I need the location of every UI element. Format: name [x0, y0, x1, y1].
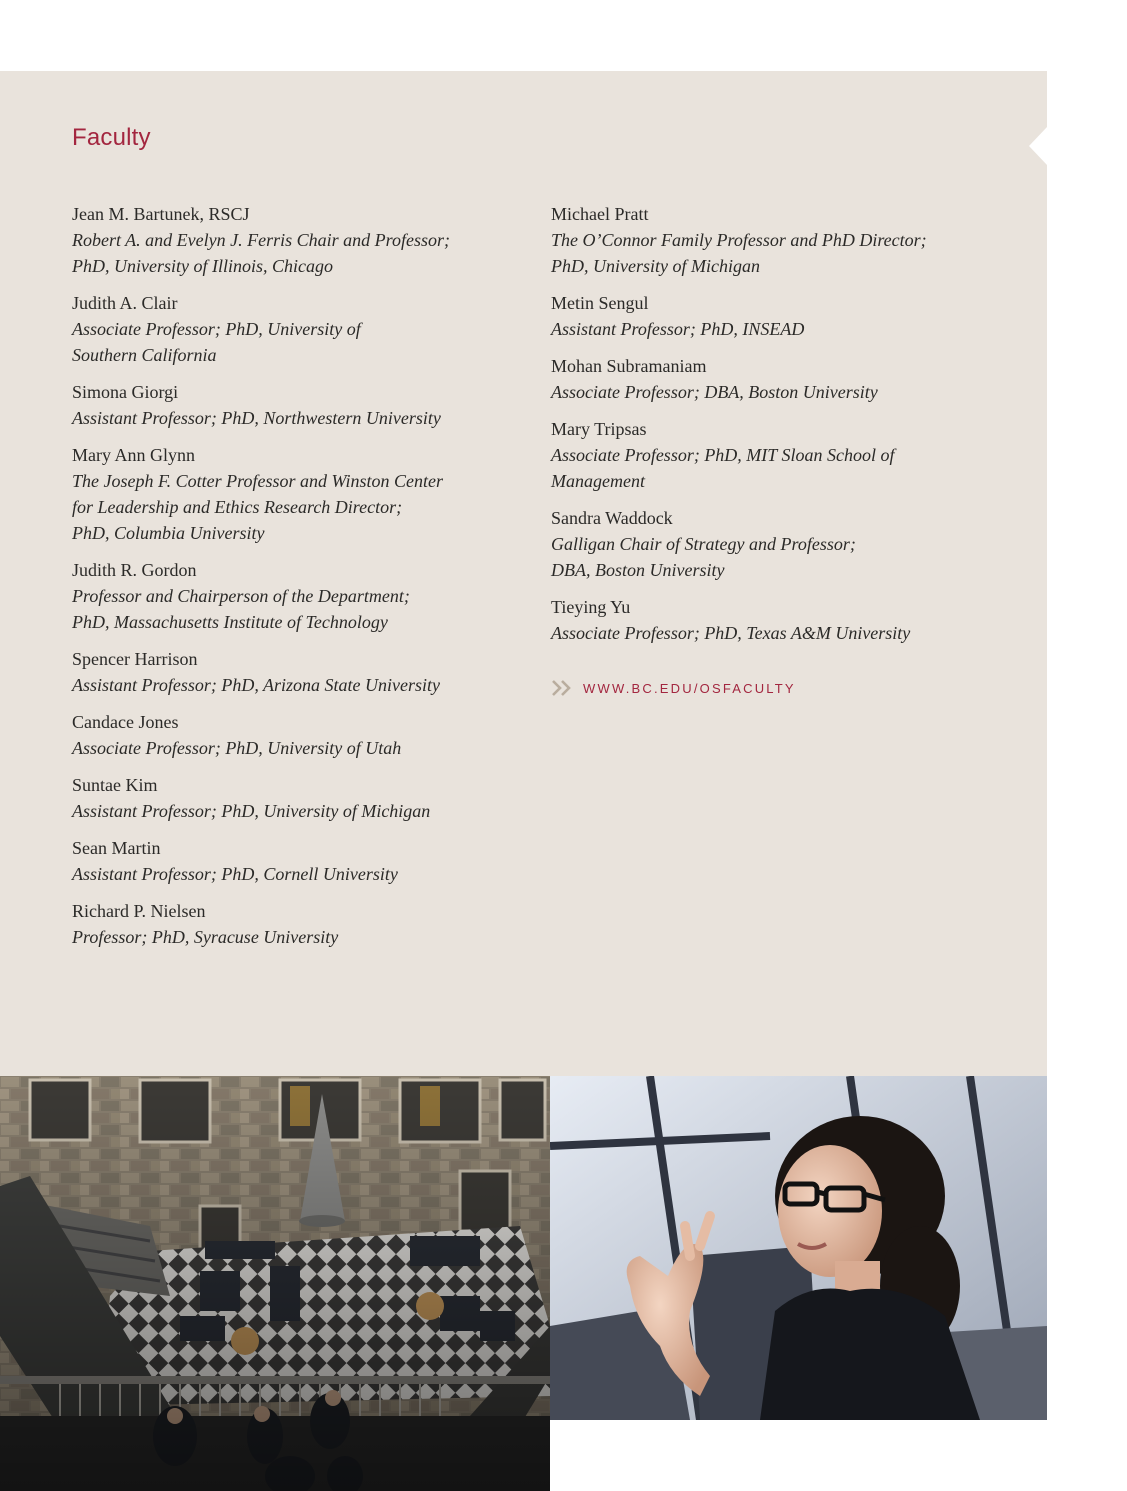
faculty-title: The O’Connor Family Professor and PhD Director; — [551, 230, 927, 250]
faculty-link[interactable] — [551, 677, 796, 699]
faculty-name: Mary Ann Glynn — [72, 445, 195, 465]
faculty-title: Professor and Chairperson of the Department; — [72, 586, 410, 606]
faculty-title: Assistant Professor; PhD, University of Michigan — [72, 801, 431, 821]
instructor-photo — [550, 1076, 1047, 1420]
faculty-title: Associate Professor; PhD, MIT Sloan School of — [551, 445, 895, 465]
faculty-name: Sandra Waddock — [551, 508, 673, 528]
faculty-title: Associate Professor; DBA, Boston University — [551, 382, 878, 402]
atrium-photo — [0, 1076, 550, 1491]
faculty-name: Sean Martin — [72, 838, 161, 858]
faculty-title: The Joseph F. Cotter Professor and Winston Center — [72, 471, 443, 491]
faculty-title: Associate Professor; PhD, University of Utah — [72, 738, 402, 758]
faculty-title: DBA, Boston University — [551, 560, 725, 580]
faculty-title: PhD, Massachusetts Institute of Technology — [72, 612, 388, 632]
faculty-entry — [72, 290, 512, 368]
faculty-entry — [72, 646, 512, 698]
faculty-name: Spencer Harrison — [72, 649, 198, 669]
panel-notch — [1029, 127, 1047, 165]
faculty-name: Judith R. Gordon — [72, 560, 197, 580]
faculty-name: Suntae Kim — [72, 775, 158, 795]
faculty-entry — [72, 772, 512, 824]
faculty-name: Simona Giorgi — [72, 382, 179, 402]
faculty-entry — [72, 557, 512, 635]
faculty-title: Assistant Professor; PhD, INSEAD — [551, 319, 805, 339]
faculty-entry — [551, 201, 1011, 279]
faculty-name: Metin Sengul — [551, 293, 649, 313]
faculty-title: PhD, University of Michigan — [551, 256, 760, 276]
faculty-entry — [72, 835, 512, 887]
faculty-title: Assistant Professor; PhD, Northwestern University — [72, 408, 441, 428]
faculty-entry — [551, 290, 1011, 342]
faculty-entry — [551, 594, 1011, 646]
faculty-name: Tieying Yu — [551, 597, 631, 617]
page-title: Faculty — [72, 124, 151, 151]
faculty-name: Judith A. Clair — [72, 293, 178, 313]
faculty-entry — [72, 201, 512, 279]
faculty-title: Southern California — [72, 345, 217, 365]
faculty-name: Mohan Subramaniam — [551, 356, 707, 376]
faculty-title: Management — [551, 471, 645, 491]
faculty-title: Assistant Professor; PhD, Arizona State University — [72, 675, 440, 695]
faculty-title: Robert A. and Evelyn J. Ferris Chair and Professor; — [72, 230, 450, 250]
faculty-entry — [551, 353, 1011, 405]
faculty-name: Richard P. Nielsen — [72, 901, 206, 921]
faculty-entry — [72, 442, 512, 546]
faculty-entry — [72, 898, 512, 950]
faculty-title: Associate Professor; PhD, Texas A&M University — [551, 623, 911, 643]
faculty-title: PhD, Columbia University — [72, 523, 265, 543]
faculty-column-left — [72, 201, 512, 961]
faculty-url-link[interactable]: WWW.BC.EDU/OSFACULTY — [583, 680, 796, 696]
faculty-column-right — [551, 201, 1011, 657]
faculty-entry — [72, 379, 512, 431]
faculty-title: Professor; PhD, Syracuse University — [72, 927, 339, 947]
faculty-title: Associate Professor; PhD, University of — [72, 319, 361, 339]
faculty-name: Michael Pratt — [551, 204, 649, 224]
faculty-title: Galligan Chair of Strategy and Professor; — [551, 534, 856, 554]
faculty-name: Mary Tripsas — [551, 419, 647, 439]
faculty-entry — [72, 709, 512, 761]
faculty-name: Candace Jones — [72, 712, 179, 732]
faculty-title: for Leadership and Ethics Research Director; — [72, 497, 403, 517]
faculty-entry — [551, 505, 1011, 583]
faculty-name: Jean M. Bartunek, RSCJ — [72, 204, 250, 224]
double-chevron-right-icon — [551, 678, 575, 698]
faculty-title: Assistant Professor; PhD, Cornell University — [72, 864, 398, 884]
faculty-title: PhD, University of Illinois, Chicago — [72, 256, 333, 276]
faculty-entry — [551, 416, 1011, 494]
